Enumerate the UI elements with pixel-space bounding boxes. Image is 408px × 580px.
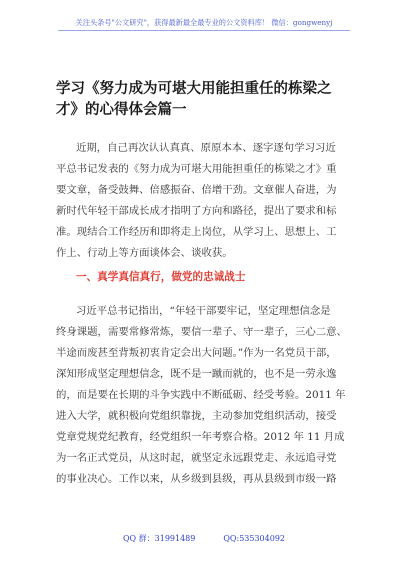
text-line: 的事业决心。工作以来，从乡级到县级，再从县级到市级一路	[56, 473, 337, 485]
body-paragraph	[56, 301, 356, 490]
text-line: 为一名正式党员，从这时起，就坚定永远跟党走、永远追寻党	[56, 452, 337, 464]
footer-qq: QQ:535304092	[223, 534, 285, 543]
text-line: 平总书记发表的《努力成为可堪大用能担重任的栋梁之才》重	[56, 163, 337, 175]
text-line: 近期，自己再次认认真真、原原本本、逐字逐句学习习近	[76, 142, 336, 154]
text-line: 终身课题，需要常修常炼，要信一辈子、守一辈子，三心二意、	[56, 326, 347, 338]
section-heading: 一、真学真信真行，做党的忠诚战士	[76, 271, 246, 283]
header-note: 关注头条号"公文研究"，获得最新最全最专业的公文资料库！ 微信：gongwenyj	[58, 18, 350, 31]
title-line: 才》的心得体会篇一	[56, 101, 187, 118]
intro-paragraph	[56, 138, 356, 264]
text-line: 的，而是要在长期的斗争实践中不断砥砺、经受考验。2011 年	[56, 389, 346, 401]
footer-contact	[0, 533, 408, 544]
text-line: 作上、行动上等方面谈体会、谈收获。	[56, 247, 233, 259]
text-line: 习近平总书记指出，“年轻干部要牢记，坚定理想信念是	[76, 305, 331, 317]
text-line: 深知形成坚定理想信念，既不是一蹴而就的，也不是一劳永逸	[56, 368, 337, 380]
document-title	[56, 78, 356, 120]
text-line: 新时代年轻干部成长成才指明了方向和路径，提出了要求和标	[56, 205, 337, 217]
text-line: 党章党规党纪教育，经党组织一年考察合格。2012 年 11 月成	[56, 431, 345, 443]
text-line: 半途而废甚至背叛初衷肯定会出大问题。”作为一名党员干部，	[56, 347, 337, 359]
title-line: 学习《努力成为可堪大用能担重任的栋梁之	[56, 80, 332, 97]
text-line: 进入大学，就积极向党组织靠拢，主动参加党组织活动，接受	[56, 410, 337, 422]
text-line: 准。现结合工作经历和即将走上岗位，从学习上、思想上、工	[56, 226, 337, 238]
footer-qq-group: QQ 群：31991489	[122, 534, 196, 543]
text-line: 要文章，备受鼓舞、倍感振奋、倍增干劲。文章催人奋进，为	[56, 184, 337, 196]
